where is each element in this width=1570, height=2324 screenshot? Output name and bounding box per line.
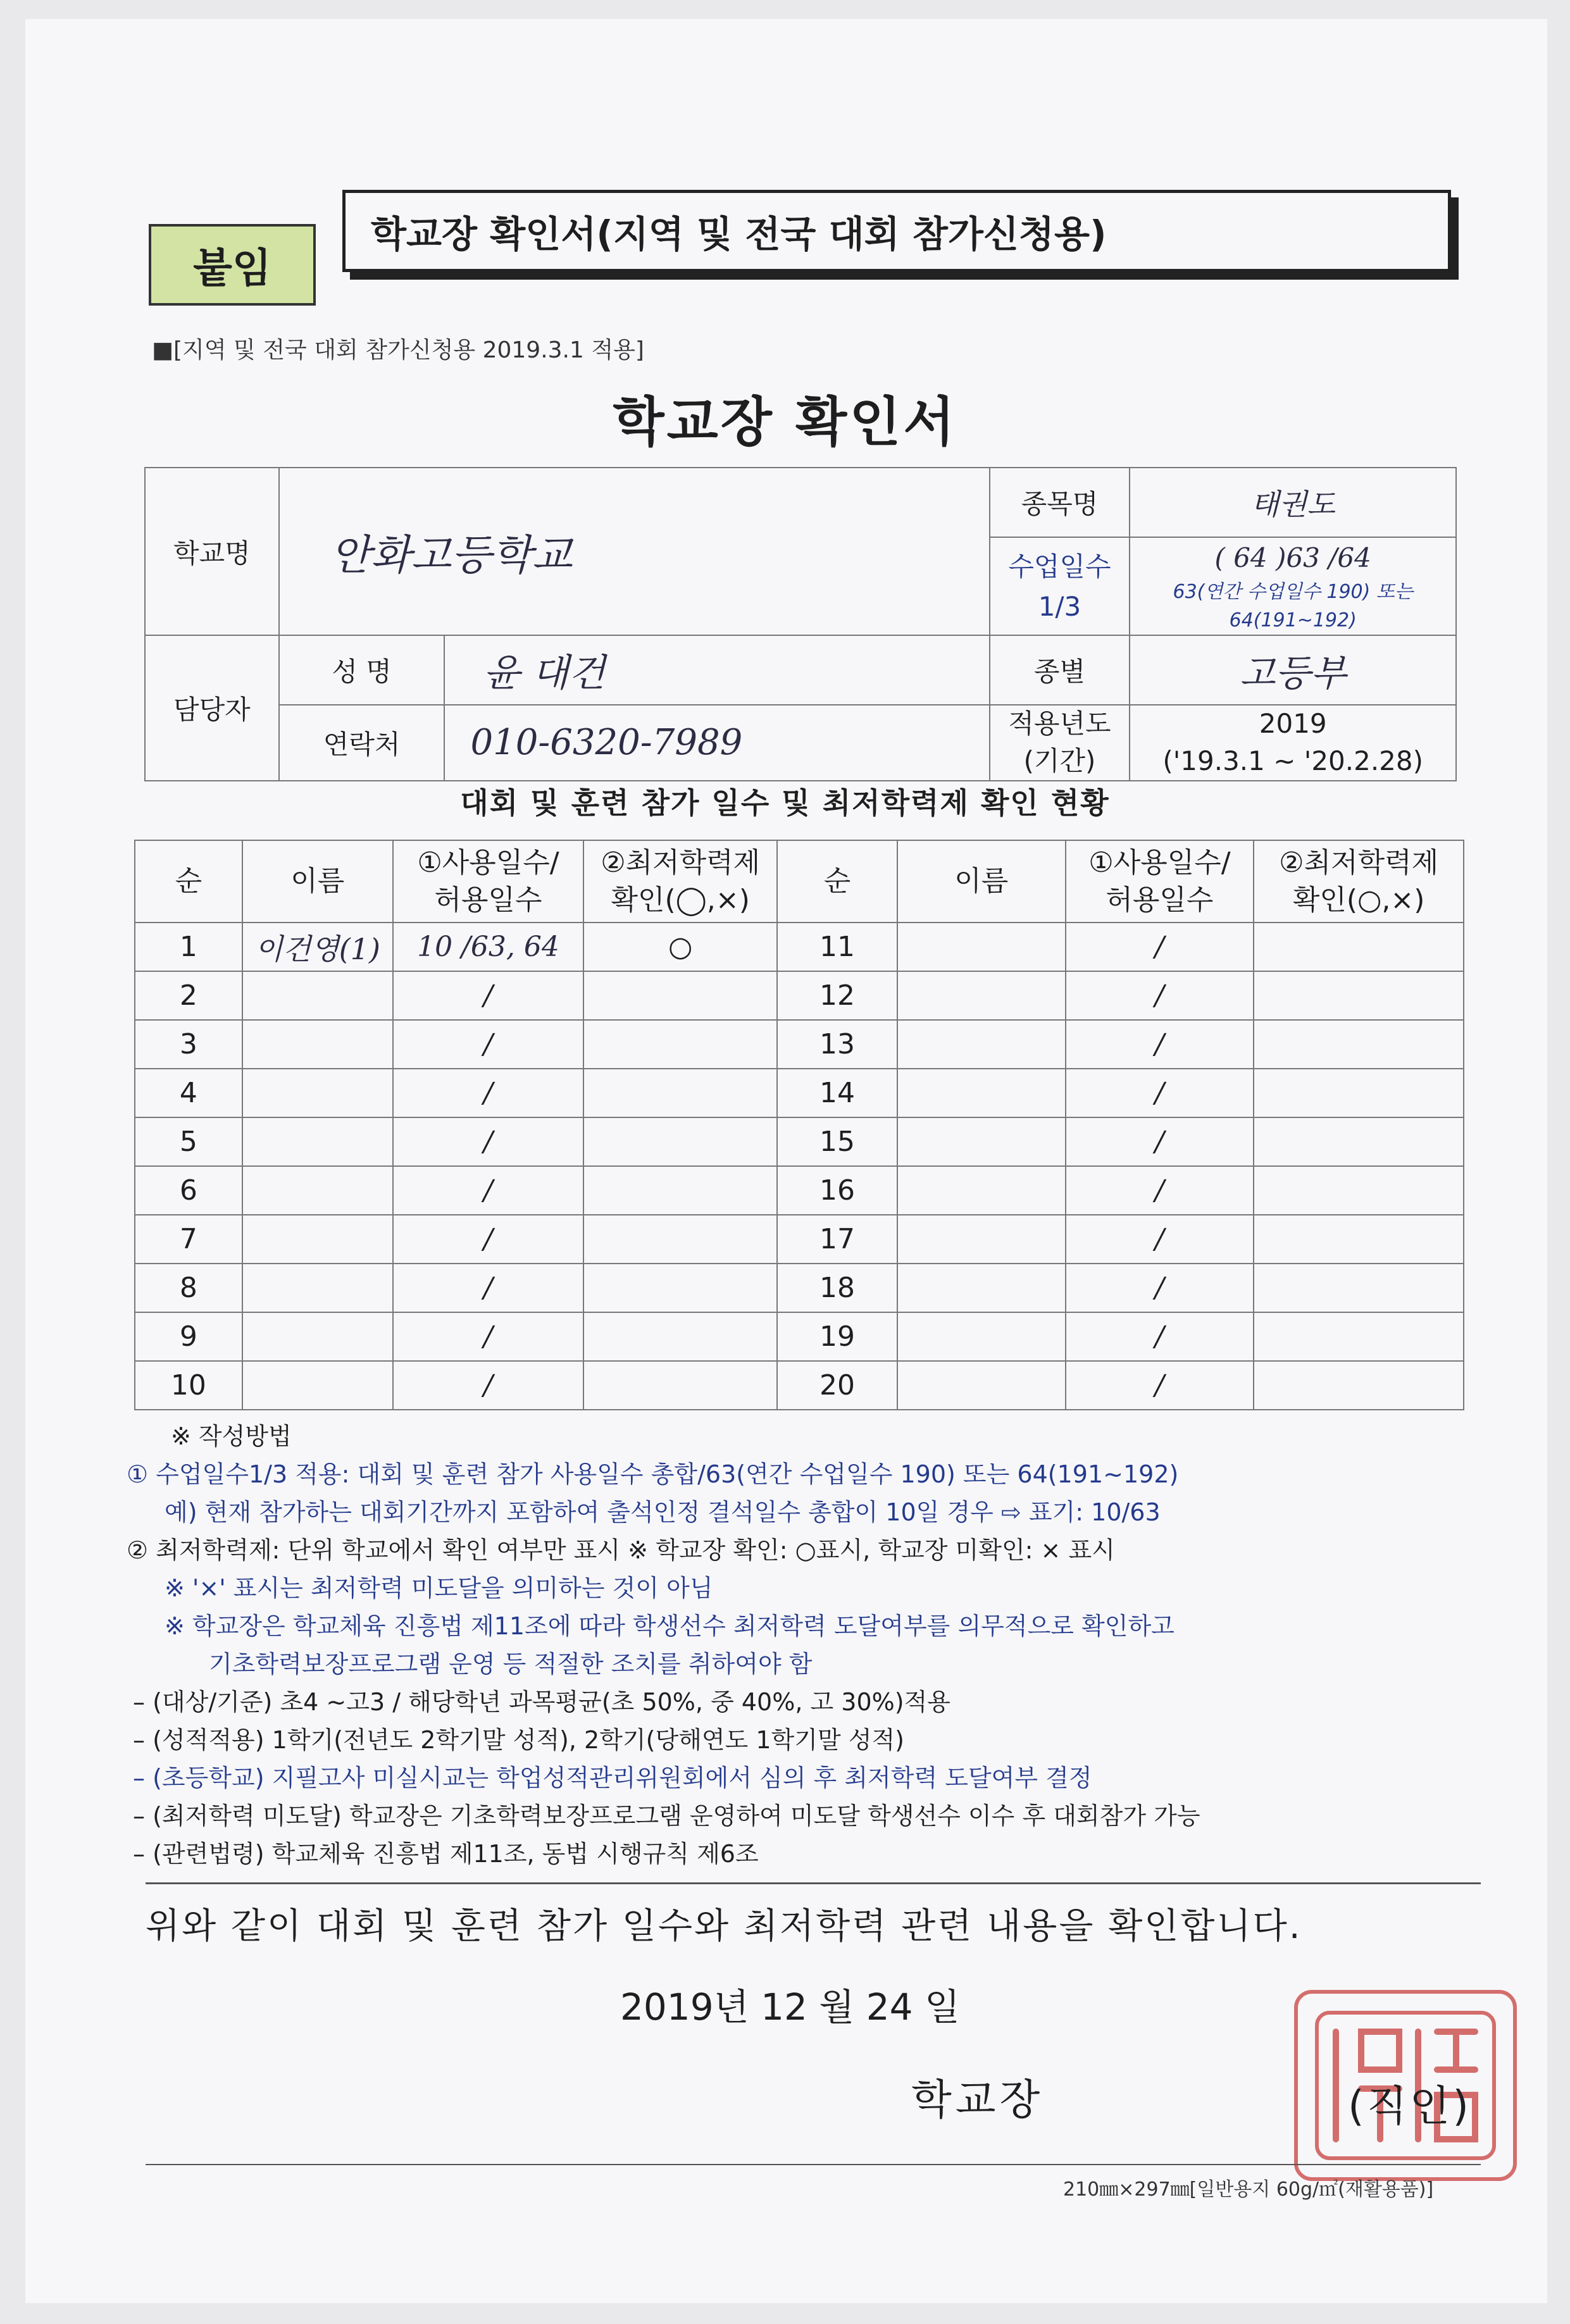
row-days-2: / <box>1066 971 1254 1020</box>
col-days-2-line1: ①사용일수/ <box>1088 846 1231 879</box>
row-no: 1 <box>135 923 242 971</box>
row-days-2: / <box>1066 1312 1254 1361</box>
principal-label: 학교장 <box>911 2075 1044 2124</box>
row-days: / <box>393 1312 584 1361</box>
class-days-value: ( 64 )63 /64 <box>1214 542 1371 573</box>
participation-caption: 대회 및 훈련 참가 일수 및 최저학력제 확인 현황 <box>460 786 1110 820</box>
row-no-2: 14 <box>777 1069 897 1117</box>
year-label-cell <box>990 705 1130 781</box>
division-label: 종별 <box>990 635 1130 705</box>
col-min-2 <box>1254 840 1464 923</box>
class-days-fraction: 1/3 <box>1038 590 1081 622</box>
col-name: 이름 <box>242 840 393 923</box>
attachment-label: 붙임 <box>193 245 271 292</box>
note-line: – (최저학력 미도달) 학교장은 기초학력보장프로그램 운영하여 미도달 학생선수 이수 후 대회참가 가능 <box>133 1802 1200 1830</box>
confirmation-statement: 위와 같이 대회 및 훈련 참가 일수와 최저학력 관련 내용을 확인합니다. <box>146 1906 1302 1947</box>
row-days: / <box>393 1166 584 1215</box>
row-name-2 <box>897 1361 1066 1410</box>
table-row <box>135 971 1464 1020</box>
row-min <box>583 1117 777 1166</box>
row-name-2 <box>897 971 1066 1020</box>
participation-rows <box>135 923 1464 1410</box>
row-days-2: / <box>1066 1020 1254 1069</box>
row-min-2 <box>1254 1361 1464 1410</box>
col-name-2: 이름 <box>897 840 1066 923</box>
row-min-2 <box>1254 1312 1464 1361</box>
form-subtitle: ■[지역 및 전국 대회 참가신청용 2019.3.1 적용] <box>152 337 644 363</box>
note-line: ① 수업일수1/3 적용: 대회 및 훈련 참가 사용일수 총합/63(연간 수업일수 190) 또는 64(191~192) <box>127 1460 1179 1488</box>
note-line: – (성적적용) 1학기(전년도 2학기말 성적), 2학기(당해연도 1학기말 성적) <box>133 1726 904 1754</box>
row-min <box>583 1020 777 1069</box>
row-min-2 <box>1254 1215 1464 1264</box>
row-name <box>242 1166 393 1215</box>
row-name: 이건영(1) <box>242 923 393 971</box>
row-no-2: 19 <box>777 1312 897 1361</box>
row-days: / <box>393 1117 584 1166</box>
row-days-2: / <box>1066 1166 1254 1215</box>
note-line: – (관련법령) 학교체육 진흥법 제11조, 동법 시행규칙 제6조 <box>133 1840 759 1868</box>
event-label: 종목명 <box>990 468 1130 537</box>
period-label: (기간) <box>1023 745 1096 776</box>
row-min-2 <box>1254 1069 1464 1117</box>
divider-top <box>146 1882 1481 1884</box>
row-days-2: / <box>1066 1215 1254 1264</box>
row-days: 10 /63, 64 <box>393 923 584 971</box>
attachment-badge <box>149 224 316 306</box>
row-name <box>242 1117 393 1166</box>
row-no-2: 18 <box>777 1264 897 1312</box>
school-info-table <box>144 467 1457 781</box>
row-name-2 <box>897 1117 1066 1166</box>
row-name <box>242 1361 393 1410</box>
table-row <box>135 1215 1464 1264</box>
table-row <box>135 1264 1464 1312</box>
row-name <box>242 971 393 1020</box>
row-no-2: 12 <box>777 971 897 1020</box>
row-no-2: 20 <box>777 1361 897 1410</box>
main-title: 학교장 확인서 <box>613 391 957 453</box>
note-line: ② 최저학력제: 단위 학교에서 확인 여부만 표시 ※ 학교장 확인: ○표시, 학교장 미확인: × 표시 <box>127 1536 1115 1564</box>
table-row <box>135 1069 1464 1117</box>
row-days: / <box>393 1264 584 1312</box>
row-no: 2 <box>135 971 242 1020</box>
notes-title: ※ 작성방법 <box>171 1422 292 1450</box>
row-no-2: 15 <box>777 1117 897 1166</box>
note-line: – (초등학교) 지필고사 미실시교는 학업성적관리위원회에서 심의 후 최저학력 도달여부 결정 <box>133 1764 1092 1792</box>
row-no: 7 <box>135 1215 242 1264</box>
table-header-row <box>135 840 1464 923</box>
row-min <box>583 1166 777 1215</box>
col-min-line1: ②최저학력제 <box>601 846 761 879</box>
col-days-2-line2: 허용일수 <box>1106 884 1214 916</box>
person-label: 담당자 <box>145 635 279 781</box>
participation-table <box>134 840 1464 1410</box>
row-min-2 <box>1254 1020 1464 1069</box>
row-no: 4 <box>135 1069 242 1117</box>
row-days-2: / <box>1066 1117 1254 1166</box>
col-no: 순 <box>135 840 242 923</box>
row-name-2 <box>897 1020 1066 1069</box>
divider-bottom <box>146 2164 1481 2165</box>
row-name <box>242 1312 393 1361</box>
row-min <box>583 1264 777 1312</box>
row-name-2 <box>897 1312 1066 1361</box>
table-row <box>135 923 1464 971</box>
row-no: 3 <box>135 1020 242 1069</box>
row-days: / <box>393 1361 584 1410</box>
class-days-label-cell <box>990 537 1130 635</box>
row-days: / <box>393 971 584 1020</box>
school-name-value: 안화고등학교 <box>279 468 990 635</box>
row-no: 5 <box>135 1117 242 1166</box>
col-min-line2: 확인(◯,×) <box>611 884 750 916</box>
row-no-2: 16 <box>777 1166 897 1215</box>
row-no-2: 13 <box>777 1020 897 1069</box>
row-min-2 <box>1254 923 1464 971</box>
row-min <box>583 1215 777 1264</box>
table-row <box>135 1361 1464 1410</box>
table-row <box>135 1020 1464 1069</box>
name-label: 성 명 <box>279 635 445 705</box>
period-value: ('19.3.1 ~ '20.2.28) <box>1162 745 1424 776</box>
note-line: ※ 학교장은 학교체육 진흥법 제11조에 따라 학생선수 최저학력 도달여부를 의무적으로 확인하고 <box>165 1612 1174 1640</box>
row-days: / <box>393 1215 584 1264</box>
row-days-2: / <box>1066 1069 1254 1117</box>
table-row <box>135 1117 1464 1166</box>
year-cell <box>1130 705 1456 781</box>
col-no-2: 순 <box>777 840 897 923</box>
form-title: 학교장 확인서(지역 및 전국 대회 참가신청용) <box>371 213 1107 256</box>
row-days: / <box>393 1069 584 1117</box>
row-name-2 <box>897 923 1066 971</box>
row-min: ○ <box>583 923 777 971</box>
row-min-2 <box>1254 971 1464 1020</box>
name-value: 윤 대건 <box>444 635 989 705</box>
class-days-cell <box>1130 537 1456 635</box>
year-value: 2019 <box>1259 708 1327 739</box>
row-name-2 <box>897 1069 1066 1117</box>
row-no: 8 <box>135 1264 242 1312</box>
event-value: 태권도 <box>1130 468 1456 537</box>
class-days-note: 63(연간 수업일수 190) 또는 64(191~192) <box>1173 581 1413 631</box>
col-min-2-line1: ②최저학력제 <box>1279 846 1439 879</box>
signature-date: 2019년 12 월 24 일 <box>620 1985 961 2029</box>
contact-label: 연락처 <box>279 705 445 781</box>
note-line: 예) 현재 참가하는 대회기간까지 포함하여 출석인정 결석일수 총합이 10일 경우 ⇨ 표기: 10/63 <box>165 1498 1161 1526</box>
col-days-2 <box>1066 840 1254 923</box>
row-days-2: / <box>1066 1264 1254 1312</box>
note-line: 기초학력보장프로그램 운영 등 적절한 조치를 취하여야 함 <box>209 1650 813 1678</box>
col-min <box>583 840 777 923</box>
contact-value: 010-6320-7989 <box>444 705 989 781</box>
row-no-2: 17 <box>777 1215 897 1264</box>
row-name-2 <box>897 1215 1066 1264</box>
table-row <box>135 1312 1464 1361</box>
row-min <box>583 1069 777 1117</box>
year-label: 적용년도 <box>1008 708 1111 739</box>
paper-spec: 210㎜×297㎜[일반용지 60g/㎡(재활용품)] <box>1063 2178 1434 2201</box>
row-min <box>583 1361 777 1410</box>
row-name <box>242 1069 393 1117</box>
row-name-2 <box>897 1166 1066 1215</box>
row-min-2 <box>1254 1166 1464 1215</box>
row-name <box>242 1264 393 1312</box>
row-name-2 <box>897 1264 1066 1312</box>
row-no: 10 <box>135 1361 242 1410</box>
row-name <box>242 1020 393 1069</box>
row-no: 6 <box>135 1166 242 1215</box>
table-row <box>135 1166 1464 1215</box>
row-days-2: / <box>1066 1361 1254 1410</box>
row-days-2: / <box>1066 923 1254 971</box>
note-line: – (대상/기준) 초4 ~고3 / 해당학년 과목평균(초 50%, 중 40%, 고 30%)적용 <box>133 1688 950 1716</box>
note-line: ※ '×' 표시는 최저학력 미도달을 의미하는 것이 아님 <box>165 1574 713 1602</box>
col-min-2-line2: 확인(○,×) <box>1292 884 1425 916</box>
division-value: 고등부 <box>1130 635 1456 705</box>
row-days: / <box>393 1020 584 1069</box>
seal-label: (직인) <box>1348 2082 1472 2130</box>
row-min <box>583 971 777 1020</box>
col-days <box>393 840 584 923</box>
row-no-2: 11 <box>777 923 897 971</box>
row-min-2 <box>1254 1264 1464 1312</box>
row-no: 9 <box>135 1312 242 1361</box>
row-name <box>242 1215 393 1264</box>
school-name-label: 학교명 <box>145 468 279 635</box>
col-days-line1: ①사용일수/ <box>417 846 559 879</box>
col-days-line2: 허용일수 <box>434 884 542 916</box>
writing-instructions <box>127 1417 1487 1873</box>
class-days-label: 수업일수 <box>1008 550 1111 582</box>
form-title-box <box>342 190 1451 272</box>
row-min-2 <box>1254 1117 1464 1166</box>
row-min <box>583 1312 777 1361</box>
